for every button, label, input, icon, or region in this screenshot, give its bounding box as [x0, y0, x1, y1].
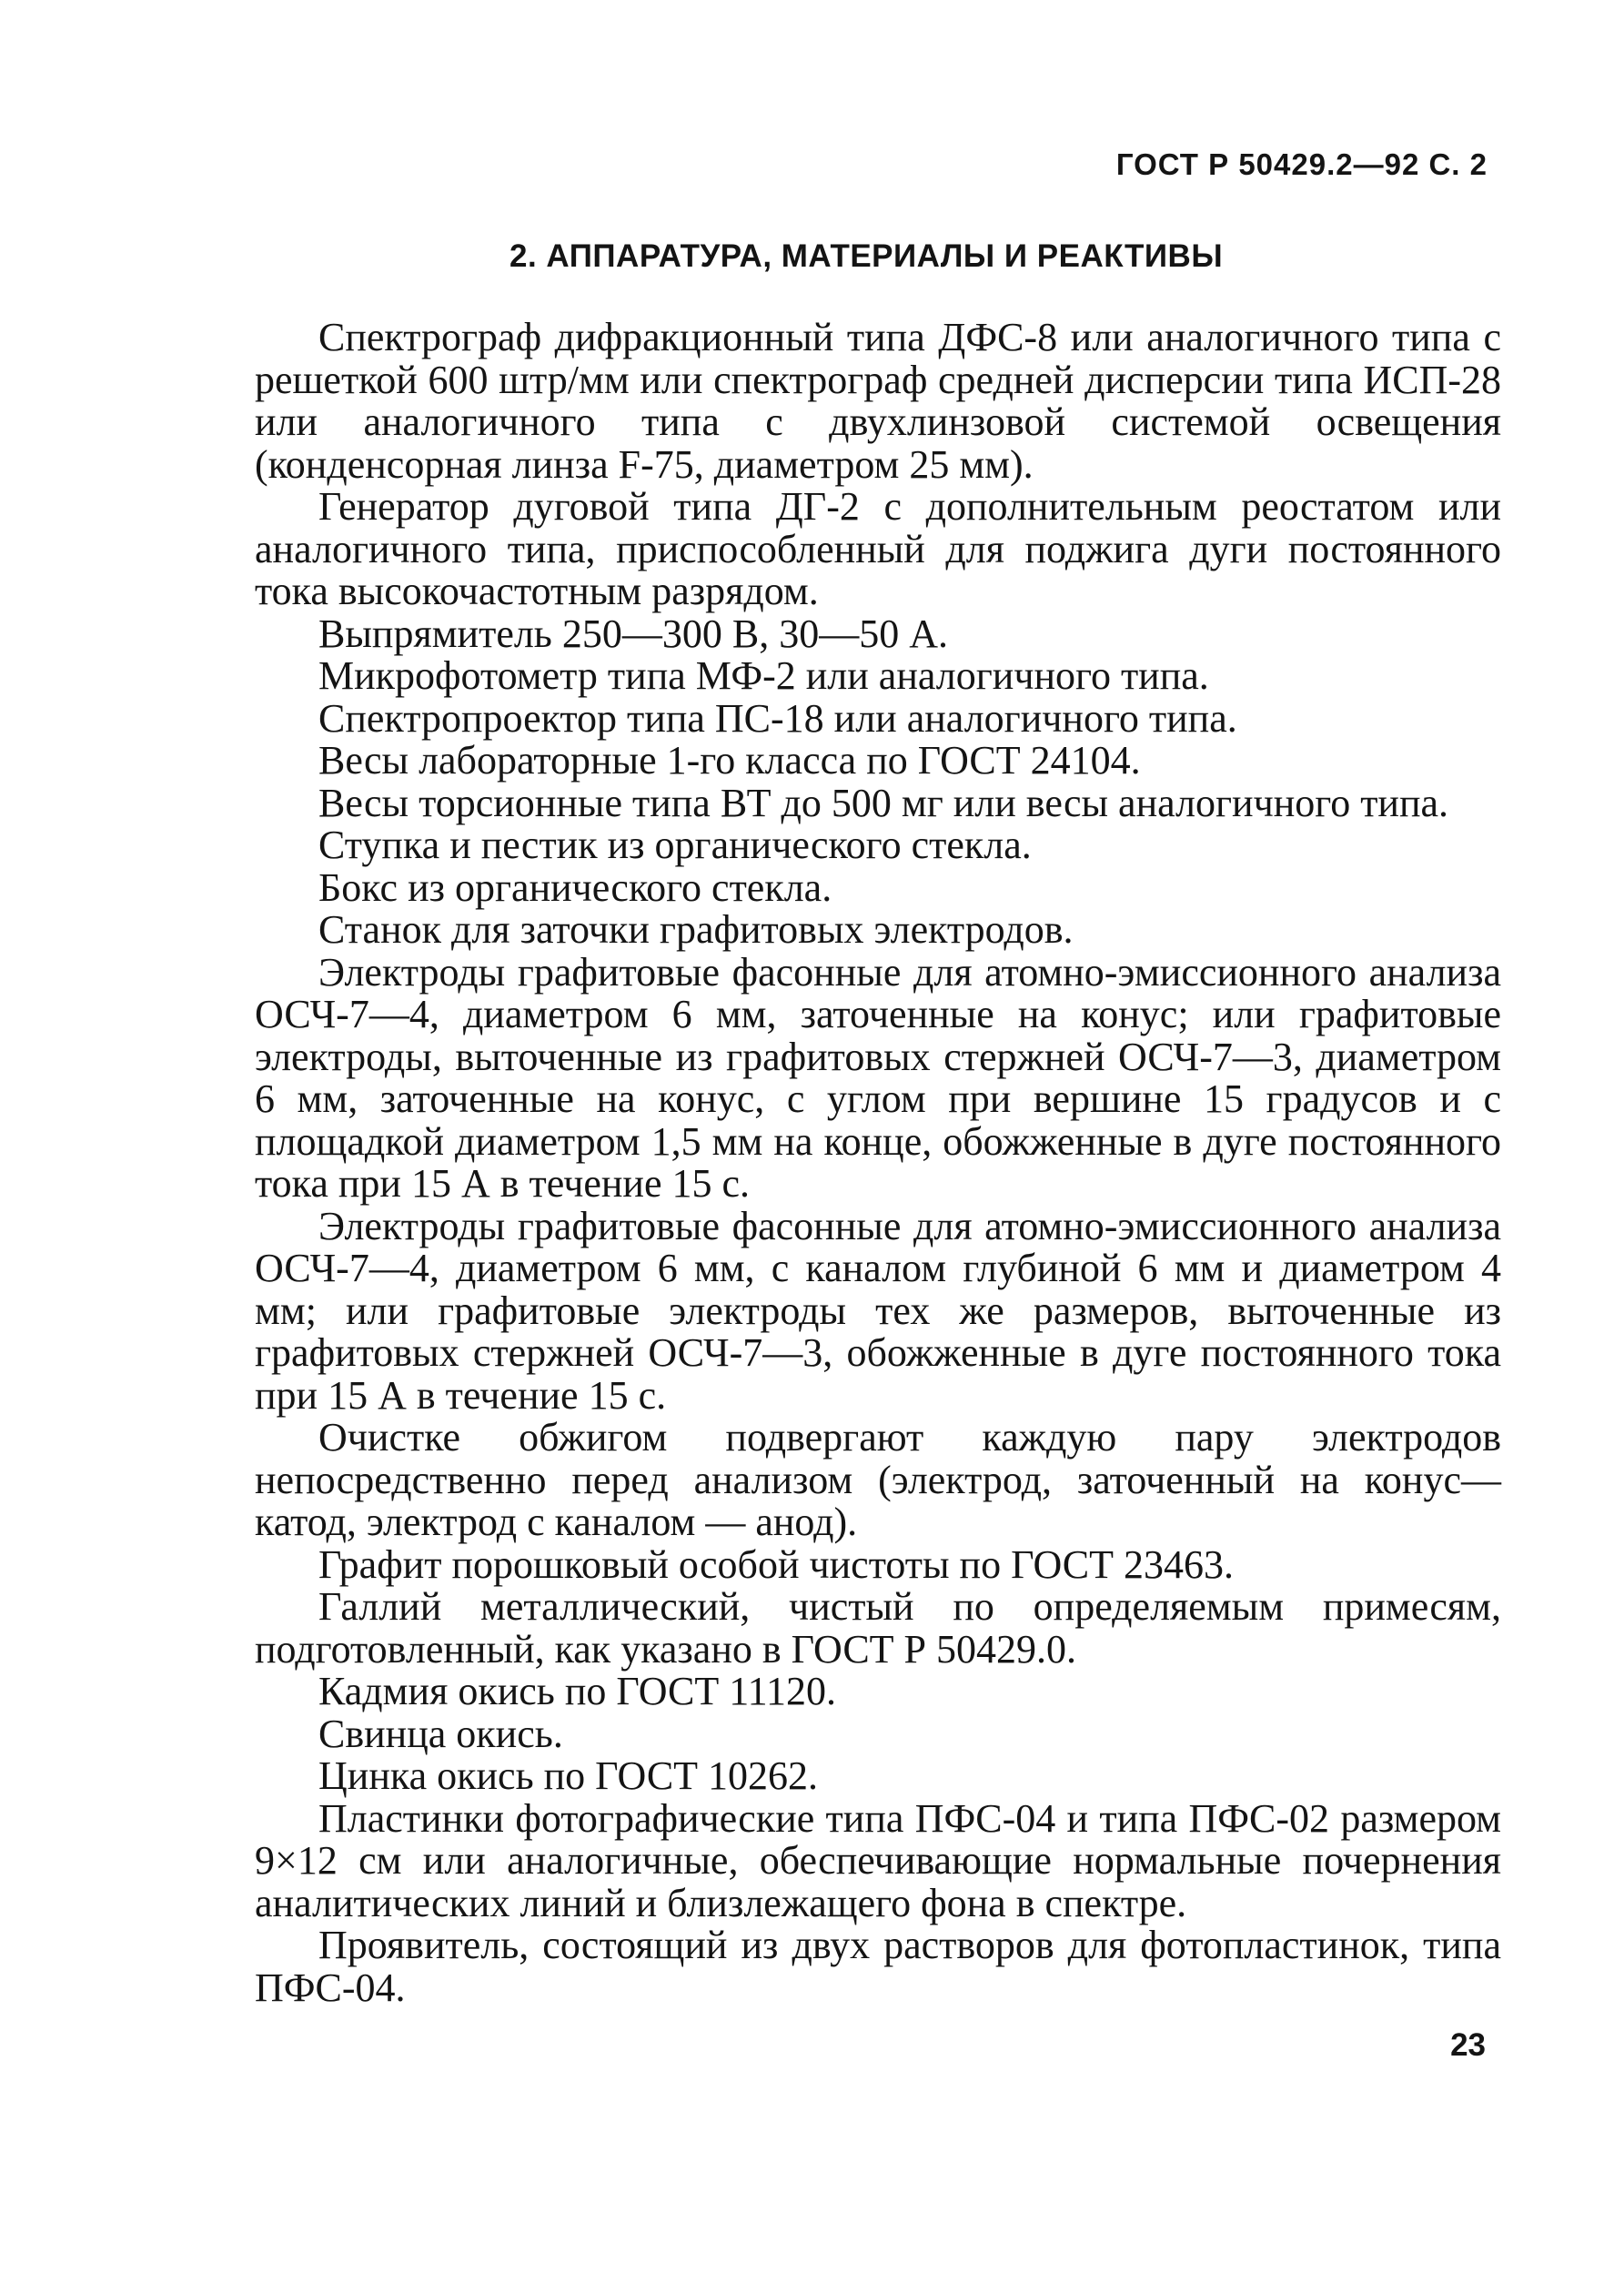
page-header: ГОСТ Р 50429.2—92 С. 2	[1115, 147, 1488, 181]
section-title: 2. АППАРАТУРА, МАТЕРИАЛЫ И РЕАКТИВЫ	[509, 238, 1224, 274]
paragraph: Бокс из органического стекла.	[318, 864, 832, 910]
paragraph: Свинца окись.	[318, 1711, 563, 1756]
document-body	[255, 317, 1501, 2009]
paragraph: Пластинки фотографические типа ПФС-04 и типа ПФС-02 размером 9×12 см или аналогичные, обеспечивающие нормальные почернения аналитических линий и близлежащего фона в спектре.	[255, 1795, 1501, 1925]
paragraph: Кадмия окись по ГОСТ 11120.	[318, 1669, 836, 1713]
paragraph: Цинка окись по ГОСТ 10262.	[318, 1753, 819, 1798]
paragraph: Проявитель, состоящий из двух растворов для фотопластинок, типа ПФС-04.	[255, 1923, 1501, 2010]
paragraph: Микрофотометр типа МФ-2 или аналогичного типа.	[318, 653, 1209, 698]
paragraph: Электроды графитовые фасонные для атомно-эмиссионного анализа ОСЧ-7—4, диаметром 6 мм, с каналом глубиной 6 мм и диаметром 4 мм; или графитовые электроды тех же размеров, выточенные из графитовых стержней ОСЧ-7—3, обожженные в дуге постоянного тока при 15 А в течение 15 с.	[255, 1203, 1501, 1418]
page-number: 23	[1450, 2027, 1486, 2063]
paragraph: Весы лабораторные 1-го класса по ГОСТ 24104.	[318, 738, 1141, 783]
paragraph: Генератор дуговой типа ДГ-2 с дополнительным реостатом или аналогичного типа, приспособленный для поджига дуги постоянного тока высокочастотным разрядом.	[255, 484, 1501, 613]
paragraph: Спектрограф дифракционный типа ДФС-8 или аналогичного типа с решеткой 600 штр/мм или спектрограф средней дисперсии типа ИСП-28 или аналогичного типа с двухлинзовой системой освещения (конденсорная линза F-75, диаметром 25 мм).	[255, 315, 1501, 487]
paragraph: Спектропроектор типа ПС-18 или аналогичного типа.	[318, 695, 1237, 741]
paragraph: Электроды графитовые фасонные для атомно-эмиссионного анализа ОСЧ-7—4, диаметром 6 мм, заточенные на конус; или графитовые электроды, выточенные из графитовых стержней ОСЧ-7—3, диаметром 6 мм, заточенные на конус, с углом при вершине 15 градусов и с площадкой диаметром 1,5 мм на конце, обожженные в дуге постоянного тока при 15 А в течение 15 с.	[255, 949, 1501, 1206]
paragraph: Очистке обжигом подвергают каждую пару электродов непосредственно перед анализом (электрод, заточенный на конус—катод, электрод с каналом — анод).	[255, 1415, 1501, 1544]
paragraph: Графит порошковый особой чистоты по ГОСТ 23463.	[318, 1541, 1234, 1587]
paragraph: Галлий металлический, чистый по определяемым примесям, подготовленный, как указано в ГОСТ Р 50429.0.	[255, 1584, 1501, 1672]
paragraph: Ступка и пестик из органического стекла.	[318, 823, 1032, 867]
paragraph: Весы торсионные типа ВТ до 500 мг или весы аналогичного типа.	[318, 780, 1449, 825]
paragraph: Выпрямитель 250—300 В, 30—50 А.	[318, 611, 948, 656]
paragraph: Станок для заточки графитовых электродов.	[318, 907, 1074, 952]
